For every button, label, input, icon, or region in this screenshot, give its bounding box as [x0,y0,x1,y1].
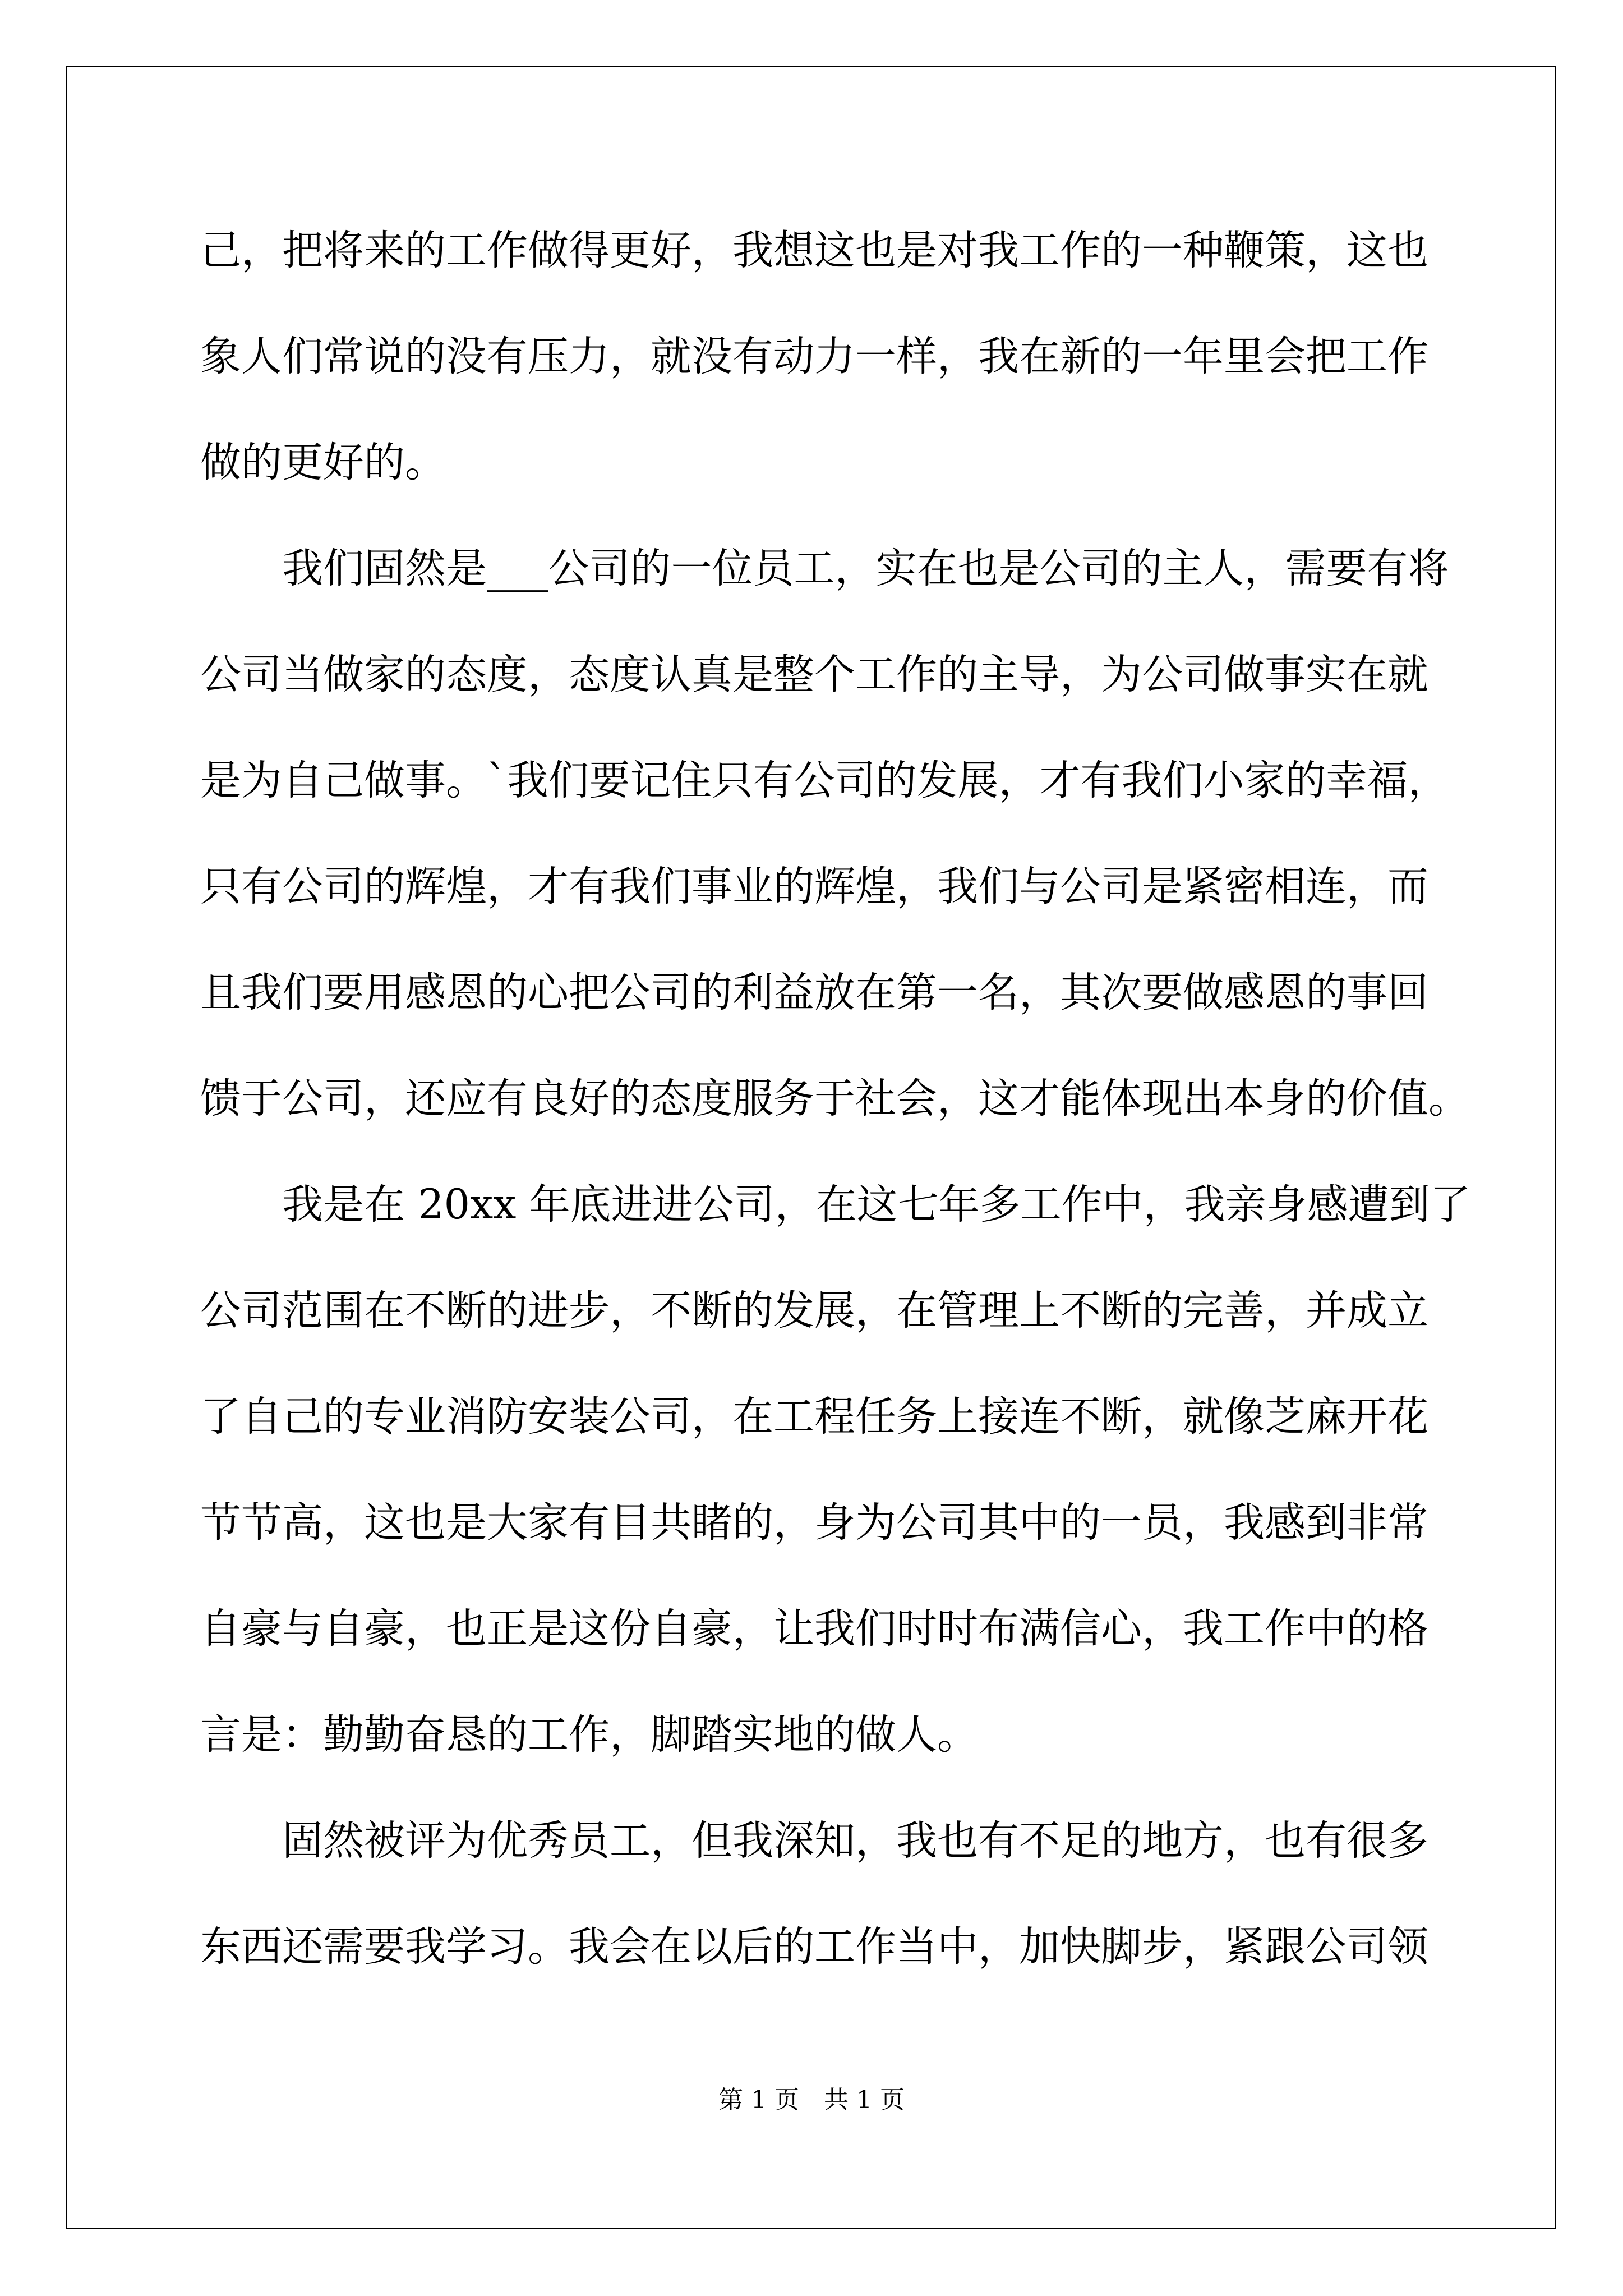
text-line: 只有公司的辉煌，才有我们事业的辉煌，我们与公司是紧密相连，而 [200,863,1428,910]
text-line: 是为自己做事。`我们要记住只有公司的发展，才有我们小家的幸福， [200,757,1449,804]
text-line: 公司范围在不断的进步，不断的发展，在管理上不断的完善，并成立 [200,1287,1428,1335]
text-line: 公司当做家的态度，态度认真是整个工作的主导，为公司做事实在就 [200,651,1428,698]
text-line: 己，把将来的工作做得更好，我想这也是对我工作的一种鞭策，这也 [200,227,1428,274]
text-line: 言是：勤勤奋恳的工作，脚踏实地的做人。 [200,1711,978,1759]
text-line: 我们固然是___公司的一位员工，实在也是公司的主人，需要有将 [200,545,1449,592]
page-footer: 第 1 页 共 1 页 [718,2086,905,2114]
text-line: 了自己的专业消防安装公司，在工程任务上接连不断，就像芝麻开花 [200,1393,1428,1441]
text-line: 做的更好的。 [200,439,446,486]
text-line: 且我们要用感恩的心把公司的利益放在第一名，其次要做感恩的事回 [200,969,1428,1016]
text-line: 固然被评为优秀员工，但我深知，我也有不足的地方，也有很多 [200,1817,1428,1865]
page-border [66,66,1556,2229]
text-line: 象人们常说的没有压力，就没有动力一样，我在新的一年里会把工作 [200,333,1428,380]
text-line: 东西还需要我学习。我会在以后的工作当中，加快脚步，紧跟公司领 [200,1923,1428,1971]
text-line: 自豪与自豪，也正是这份自豪，让我们时时布满信心，我工作中的格 [200,1605,1428,1653]
text-line: 我是在 20xx 年底进进公司，在这七年多工作中，我亲身感遭到了 [200,1181,1471,1228]
text-line: 馈于公司，还应有良好的态度服务于社会，这才能体现出本身的价值。 [200,1075,1469,1122]
text-line: 节节高，这也是大家有目共睹的，身为公司其中的一员，我感到非常 [200,1499,1428,1547]
